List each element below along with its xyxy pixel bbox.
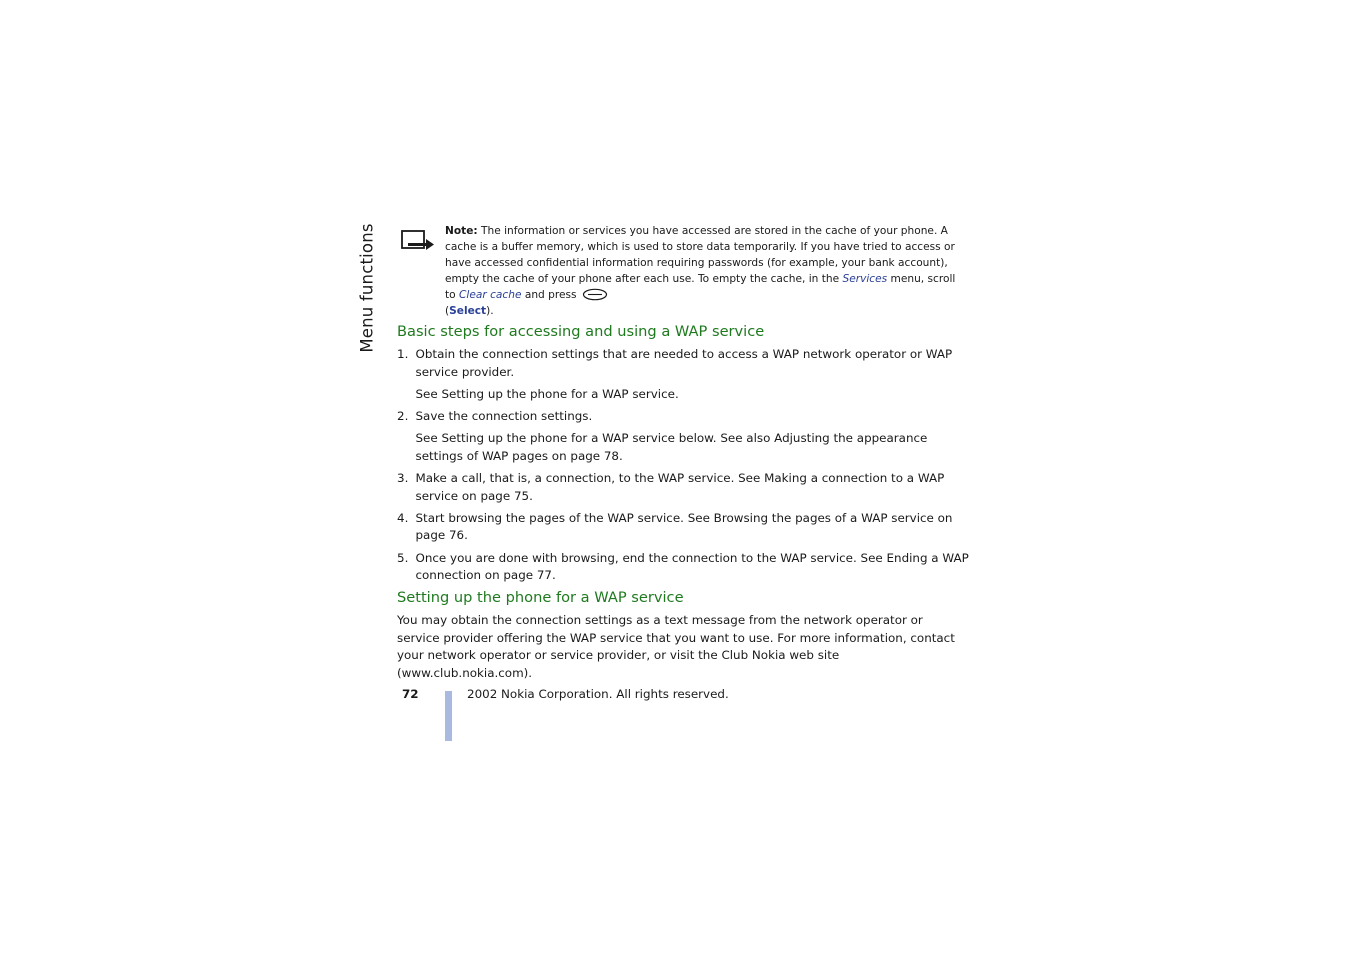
- note-paren-open: (: [445, 305, 450, 317]
- list-item: [397, 346, 969, 403]
- note-paren-close: ).: [486, 305, 494, 317]
- select-softkey-label: Select: [449, 305, 487, 317]
- setup-heading: Setting up the phone for a WAP service: [397, 589, 684, 606]
- selection-key-icon: [582, 288, 608, 301]
- steps-list: [397, 346, 969, 589]
- list-item: [397, 408, 969, 465]
- step-number: 2.: [397, 408, 409, 423]
- step-text: Obtain the connection settings that are needed to access a WAP network operator or WAP service provider.: [415, 347, 953, 379]
- step-text: Start browsing the pages of the WAP service. See Browsing the pages of a WAP service on page 76.: [415, 510, 953, 543]
- step-number: 3.: [397, 470, 409, 485]
- step-number: 1.: [397, 347, 409, 361]
- step-number: 4.: [397, 510, 409, 525]
- list-item: [397, 550, 969, 585]
- copyright-text: 2002 Nokia Corporation. All rights reserved.: [467, 687, 729, 701]
- step-reference: See Setting up the phone for a WAP service below. See also Adjusting the appearance settings of WAP pages on page 78.: [415, 431, 928, 463]
- step-text: Once you are done with browsing, end the connection to the WAP service. See Ending a WAP connection on page 77.: [415, 550, 969, 583]
- step-reference: See Setting up the phone for a WAP service.: [415, 386, 679, 401]
- note-text-3: and press: [521, 289, 580, 301]
- services-menu-name: Services: [842, 273, 888, 285]
- setup-paragraph: You may obtain the connection settings as a text message from the network operator or service provider offering the WAP service that you want to use. For more information, contact your network operator or service provider, or visit the Club Nokia web site (www.club.nokia.com).: [397, 613, 955, 680]
- note-hand-icon: [400, 228, 436, 252]
- list-item: [397, 470, 969, 505]
- clear-cache-option: Clear cache: [459, 289, 522, 301]
- step-number: 5.: [397, 550, 409, 565]
- step-text: Save the connection settings.: [415, 408, 593, 423]
- section-title-vertical: Menu functions: [357, 223, 377, 353]
- list-item: [397, 510, 969, 545]
- note-block: [445, 223, 965, 319]
- footer-accent-bar: [445, 691, 452, 741]
- step-text: Make a call, that is, a connection, to the WAP service. See Making a connection to a WAP service on page 75.: [415, 470, 945, 503]
- page-number: 72: [402, 687, 419, 701]
- note-text-2: menu, scroll to: [445, 273, 956, 301]
- note-label: Note:: [445, 225, 478, 237]
- basic-steps-heading: Basic steps for accessing and using a WAP service: [397, 323, 765, 340]
- note-text-1: The information or services you have accessed are stored in the cache of your phone. A cache is a buffer memory, which is used to store data temporarily. If you have tried to access or have accessed confidential information requiring passwords (for example, your bank account), empty the cache of your phone after each use. To empty the cache, in the: [445, 225, 955, 285]
